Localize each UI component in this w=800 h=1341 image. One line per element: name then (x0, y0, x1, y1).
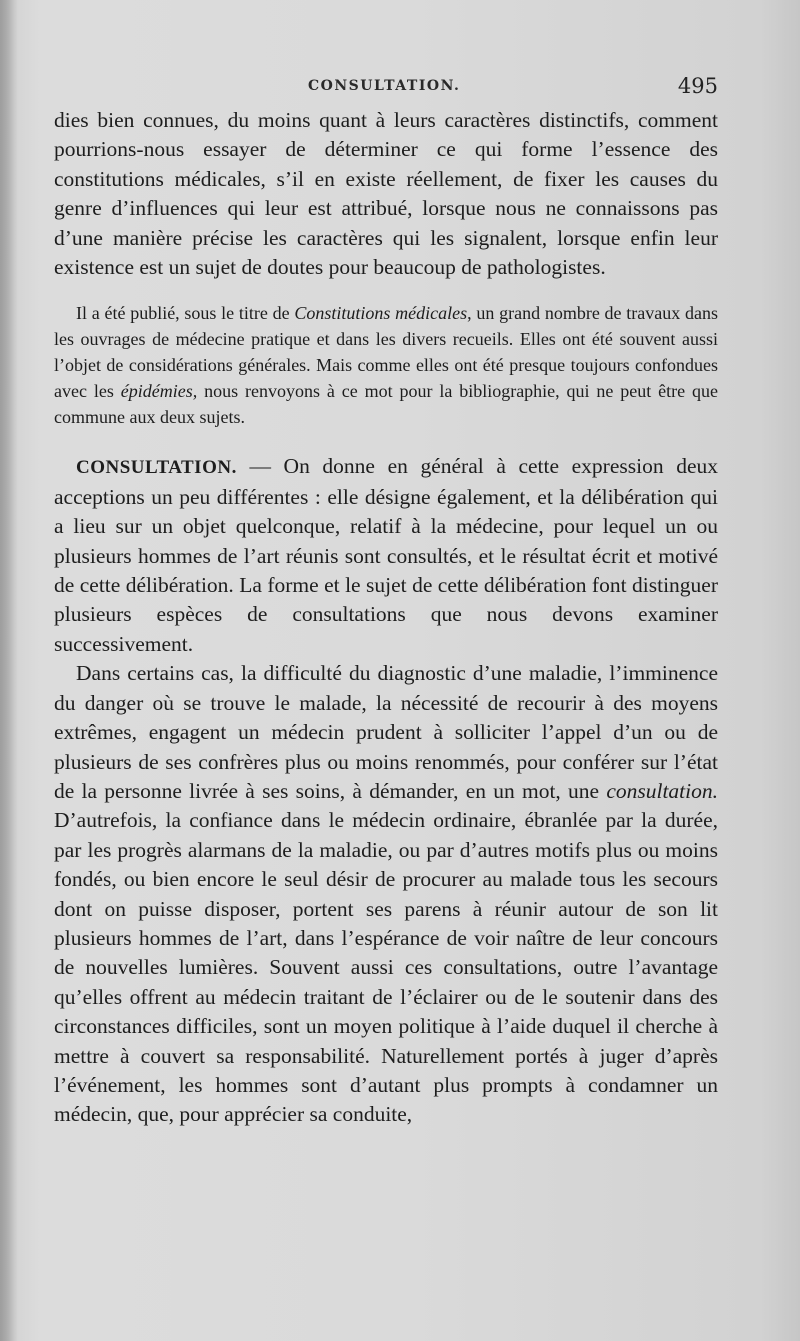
entry-paragraph (54, 452, 718, 659)
text-block (54, 106, 718, 1130)
entry-text: — On donne en général à cette expression deux acceptions un peu différentes : elle désigne également, et la délibération qui a lieu sur un objet quelconque, relatif à la médecine, pour lequel un ou plusieurs hommes de l’art réunis sont consultés, et le résultat écrit et motivé de cette délibération. La forme et le sujet de cette délibération font distinguer plusieurs espèces de consultations que nous devons examiner successivement. (54, 454, 718, 656)
note-italic-epidemies: épidémies, (120, 381, 198, 402)
page-header (54, 76, 718, 100)
bibliography-note (54, 300, 718, 430)
body-italic-consultation: consultation. (606, 778, 718, 803)
spine-shadow (0, 0, 18, 1341)
body-paragraph (54, 659, 718, 1130)
body-text-b: D’autrefois, la confiance dans le médecin ordinaire, ébranlée par la durée, par les progrès alarmans de la maladie, ou par d’autres motifs plus ou moins fondés, ou bien encore le seul désir de procurer au malade tous les secours dont on puisse disposer, portent ses parens à réunir autour de son lit plusieurs hommes de l’art, dans l’espérance de voir naître de leur concours de nouvelles lumières. Souvent aussi ces consultations, outre l’avantage qu’elles offrent au médecin traitant de l’éclairer ou de le soutenir dans des circonstances difficiles, sont un moyen politique à l’aide duquel il cherche à mettre à couvert sa responsabilité. Naturellement portés à juger d’après l’événement, les hommes sont d’autant plus prompts à condamner un médecin, que, pour apprécier sa conduite, (54, 808, 718, 1127)
running-head: CONSULTATION. (308, 78, 461, 94)
paragraph-continued: dies bien connues, du moins quant à leurs caractères distinctifs, comment pourrions-nous essayer de déterminer ce qui forme l’essence des constitutions médicales, s’il en existe réellement, de fixer les causes du genre d’influences qui leur est attribué, lorsque nous ne connaissons pas d’une manière précise les caractères qui les signalent, lorsque enfin leur existence est un sujet de doutes pour beaucoup de pathologistes. (54, 108, 718, 280)
page-number: 495 (677, 74, 718, 98)
entry-headword: CONSULTATION. (76, 457, 237, 479)
body-text-a: Dans certains cas, la difficulté du diagnostic d’une maladie, l’imminence du danger où se trouve le malade, la nécessité de recourir à des moyens extrêmes, engagent un médecin prudent à solliciter l’appel d’un ou de plusieurs de ses confrères plus ou moins renommés, pour conférer sur l’état de la personne livrée à ses soins, à démander, en un mot, une (54, 661, 718, 803)
note-italic-title: Constitutions médicales (294, 303, 468, 324)
note-text-c: nous renvoyons à ce mot pour la bibliographie, qui ne peut être que commune aux deux sujets. (54, 381, 719, 428)
note-text-b: , un grand nombre de travaux dans les ouvrages de médecine pratique et dans les divers recueils. Elles ont été souvent aussi l’objet de considérations générales. Mais comme elles ont été presque toujours confondues avec les (54, 303, 718, 402)
note-text-a: Il a été publié, sous le titre de (76, 303, 295, 324)
